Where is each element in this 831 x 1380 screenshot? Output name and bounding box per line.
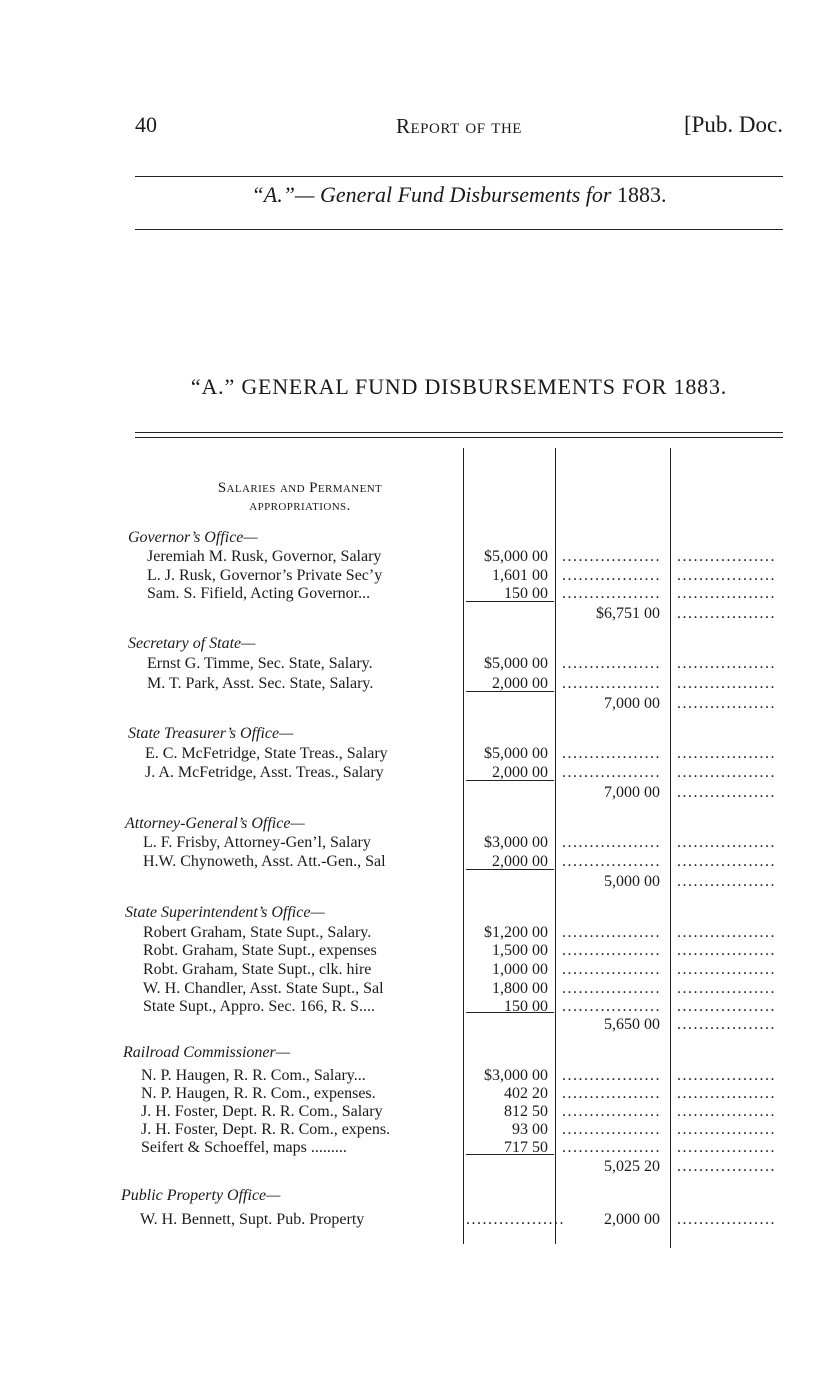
leader-dots: ..................	[562, 834, 661, 851]
ledger-row	[0, 998, 831, 1016]
item-amount: 402 20	[504, 1085, 548, 1102]
ledger-row	[0, 961, 831, 979]
ledger-row	[0, 942, 831, 960]
office-heading	[0, 815, 831, 833]
ledger-row	[0, 567, 831, 585]
office-heading	[0, 529, 831, 547]
total-row	[0, 784, 831, 802]
running-title: Report of the	[396, 114, 522, 138]
office-heading	[0, 725, 831, 743]
ledger-row	[0, 1085, 831, 1103]
office-total: 5,000 00	[604, 873, 660, 890]
leader-dots: ..................	[562, 567, 661, 584]
office-name: Public Property Office—	[121, 1187, 281, 1204]
subtotal-rule	[466, 869, 554, 870]
leader-dots: ..................	[562, 675, 661, 692]
leader-dots: ..................	[677, 784, 776, 801]
item-amount: 2,000 00	[492, 764, 548, 781]
leader-dots: ..................	[677, 764, 776, 781]
leader-dots: ..................	[562, 961, 661, 978]
item-amount: 812 50	[504, 1103, 548, 1120]
item-label: E. C. McFetridge, State Treas., Salary	[145, 745, 388, 762]
item-amount: 1,601 00	[492, 567, 548, 584]
leader-dots: ..................	[677, 1103, 776, 1120]
item-label: J. H. Foster, Dept. R. R. Com., expens.	[141, 1121, 391, 1138]
leader-dots: ..................	[466, 1211, 565, 1228]
leader-dots: ..................	[677, 695, 776, 712]
item-label: N. P. Haugen, R. R. Com., Salary...	[141, 1067, 366, 1084]
leader-dots: ..................	[562, 924, 661, 941]
ledger-row	[0, 548, 831, 566]
leader-dots: ..................	[562, 548, 661, 565]
total-row	[0, 695, 831, 713]
item-label: J. H. Foster, Dept. R. R. Com., Salary	[141, 1103, 383, 1120]
ledger-row	[0, 1121, 831, 1139]
office-name: Governor’s Office—	[128, 529, 258, 546]
item-amount: $3,000 00	[484, 834, 548, 851]
ledger-row	[0, 764, 831, 782]
ledger-row	[0, 585, 831, 603]
total-row	[0, 873, 831, 891]
total-row	[0, 1158, 831, 1176]
leader-dots: ..................	[677, 548, 776, 565]
leader-dots: ..................	[677, 567, 776, 584]
item-amount: 1,800 00	[492, 980, 548, 997]
office-name: Secretary of State—	[128, 635, 256, 652]
leader-dots: ..................	[677, 675, 776, 692]
subheading-year: 1883.	[616, 182, 667, 207]
ledger-row	[0, 853, 831, 871]
leader-dots: ..................	[562, 745, 661, 762]
leader-dots: ..................	[677, 942, 776, 959]
leader-dots: ..................	[677, 745, 776, 762]
office-total: 5,025 20	[604, 1158, 660, 1175]
section-heading-line-1: Salaries and Permanent	[217, 480, 383, 496]
item-label: Jeremiah M. Rusk, Governor, Salary	[147, 548, 382, 565]
leader-dots: ..................	[562, 1139, 661, 1156]
item-label: W. H. Chandler, Asst. State Supt., Sal	[143, 980, 384, 997]
ledger-row	[0, 745, 831, 763]
leader-dots: ..................	[677, 853, 776, 870]
item-amount: $5,000 00	[484, 655, 548, 672]
subtotal-rule	[466, 780, 554, 781]
item-label: Sam. S. Fifield, Acting Governor...	[147, 585, 371, 602]
item-amount: 2,000 00	[492, 853, 548, 870]
leader-dots: ..................	[562, 980, 661, 997]
leader-dots: ..................	[677, 1211, 776, 1228]
page-number: 40	[135, 112, 157, 137]
office-name: State Superintendent’s Office—	[125, 904, 325, 921]
item-amount: 2,000 00	[492, 675, 548, 692]
item-amount: $3,000 00	[484, 1067, 548, 1084]
item-amount: 150 00	[504, 998, 548, 1015]
leader-dots: ..................	[562, 1103, 661, 1120]
office-total: 5,650 00	[604, 1016, 660, 1033]
item-label: Robert Graham, State Supt., Salary.	[143, 924, 372, 941]
ledger-row	[0, 655, 831, 673]
main-title: “A.” GENERAL FUND DISBURSEMENTS FOR 1883.	[190, 374, 728, 399]
office-total: 7,000 00	[604, 695, 660, 712]
subtotal-rule	[466, 1154, 554, 1155]
leader-dots: ..................	[677, 1067, 776, 1084]
leader-dots: ..................	[677, 1158, 776, 1175]
item-amount: 717 50	[504, 1139, 548, 1156]
ledger-row	[0, 924, 831, 942]
leader-dots: ..................	[677, 585, 776, 602]
subtotal-rule	[466, 691, 554, 692]
office-name: Attorney-General’s Office—	[125, 815, 305, 832]
item-label: N. P. Haugen, R. R. Com., expenses.	[141, 1085, 376, 1102]
leader-dots: ..................	[677, 998, 776, 1015]
item-label: J. A. McFetridge, Asst. Treas., Salary	[145, 764, 384, 781]
office-heading	[0, 904, 831, 922]
leader-dots: ..................	[677, 834, 776, 851]
leader-dots: ..................	[677, 980, 776, 997]
leader-dots: ..................	[677, 873, 776, 890]
ledger-row	[0, 675, 831, 693]
item-amount: 1,000 00	[492, 961, 548, 978]
subtotal-rule	[466, 1012, 554, 1013]
leader-dots: ..................	[677, 1121, 776, 1138]
ledger-row	[0, 1103, 831, 1121]
leader-dots: ..................	[562, 764, 661, 781]
leader-dots: ..................	[677, 655, 776, 672]
leader-dots: ..................	[562, 942, 661, 959]
header-rule-bottom	[135, 229, 783, 230]
item-label: L. J. Rusk, Governor’s Private Sec’y	[147, 567, 383, 584]
subheading-text: “A.”— General Fund Disbursements for	[251, 182, 612, 207]
leader-dots: ..................	[562, 1121, 661, 1138]
item-amount: 93 00	[512, 1121, 548, 1138]
leader-dots: ..................	[677, 1016, 776, 1033]
total-row	[0, 1016, 831, 1034]
office-total: 2,000 00	[604, 1211, 660, 1228]
subtotal-rule	[466, 601, 554, 602]
ledger-row	[0, 834, 831, 852]
ledger-row	[0, 1067, 831, 1085]
leader-dots: ..................	[677, 1139, 776, 1156]
header-rule-top	[135, 176, 783, 177]
subheading	[135, 182, 783, 208]
office-heading	[0, 635, 831, 653]
section-heading	[150, 479, 450, 515]
item-amount: 150 00	[504, 585, 548, 602]
office-heading	[0, 1044, 831, 1062]
item-amount: $5,000 00	[484, 745, 548, 762]
item-amount: $1,200 00	[484, 924, 548, 941]
item-label: M. T. Park, Asst. Sec. State, Salary.	[147, 675, 374, 692]
section-heading-line-2: appropriations.	[249, 498, 351, 514]
running-head	[135, 112, 783, 144]
total-row	[0, 1211, 831, 1229]
item-label: Seifert & Schoeffel, maps .........	[141, 1139, 347, 1156]
item-label: L. F. Frisby, Attorney-Gen’l, Salary	[143, 834, 371, 851]
item-label: Robt. Graham, State Supt., expenses	[143, 942, 377, 959]
office-heading	[0, 1187, 831, 1205]
office-name: State Treasurer’s Office—	[128, 725, 294, 742]
leader-dots: ..................	[562, 1067, 661, 1084]
leader-dots: ..................	[562, 998, 661, 1015]
item-label: Robt. Graham, State Supt., clk. hire	[143, 961, 372, 978]
leader-dots: ..................	[562, 585, 661, 602]
item-amount: 1,500 00	[492, 942, 548, 959]
item-label: State Supt., Appro. Sec. 166, R. S....	[143, 998, 376, 1015]
leader-dots: ..................	[562, 1085, 661, 1102]
leader-dots: ..................	[562, 655, 661, 672]
item-label: Ernst G. Timme, Sec. State, Salary.	[147, 655, 373, 672]
table-top-double-rule	[135, 432, 783, 438]
office-total: $6,751 00	[596, 605, 660, 622]
item-amount: $5,000 00	[484, 548, 548, 565]
leader-dots: ..................	[677, 924, 776, 941]
office-name: Railroad Commissioner—	[123, 1044, 290, 1061]
leader-dots: ..................	[677, 961, 776, 978]
ledger-row	[0, 980, 831, 998]
leader-dots: ..................	[677, 1085, 776, 1102]
item-label: H.W. Chynoweth, Asst. Att.-Gen., Sal	[143, 853, 386, 870]
total-row	[0, 605, 831, 623]
office-total: 7,000 00	[604, 784, 660, 801]
item-label: W. H. Bennett, Supt. Pub. Property	[140, 1211, 365, 1228]
doc-reference: [Pub. Doc.	[683, 112, 783, 137]
leader-dots: ..................	[562, 853, 661, 870]
ledger-row	[0, 1139, 831, 1157]
leader-dots: ..................	[677, 605, 776, 622]
